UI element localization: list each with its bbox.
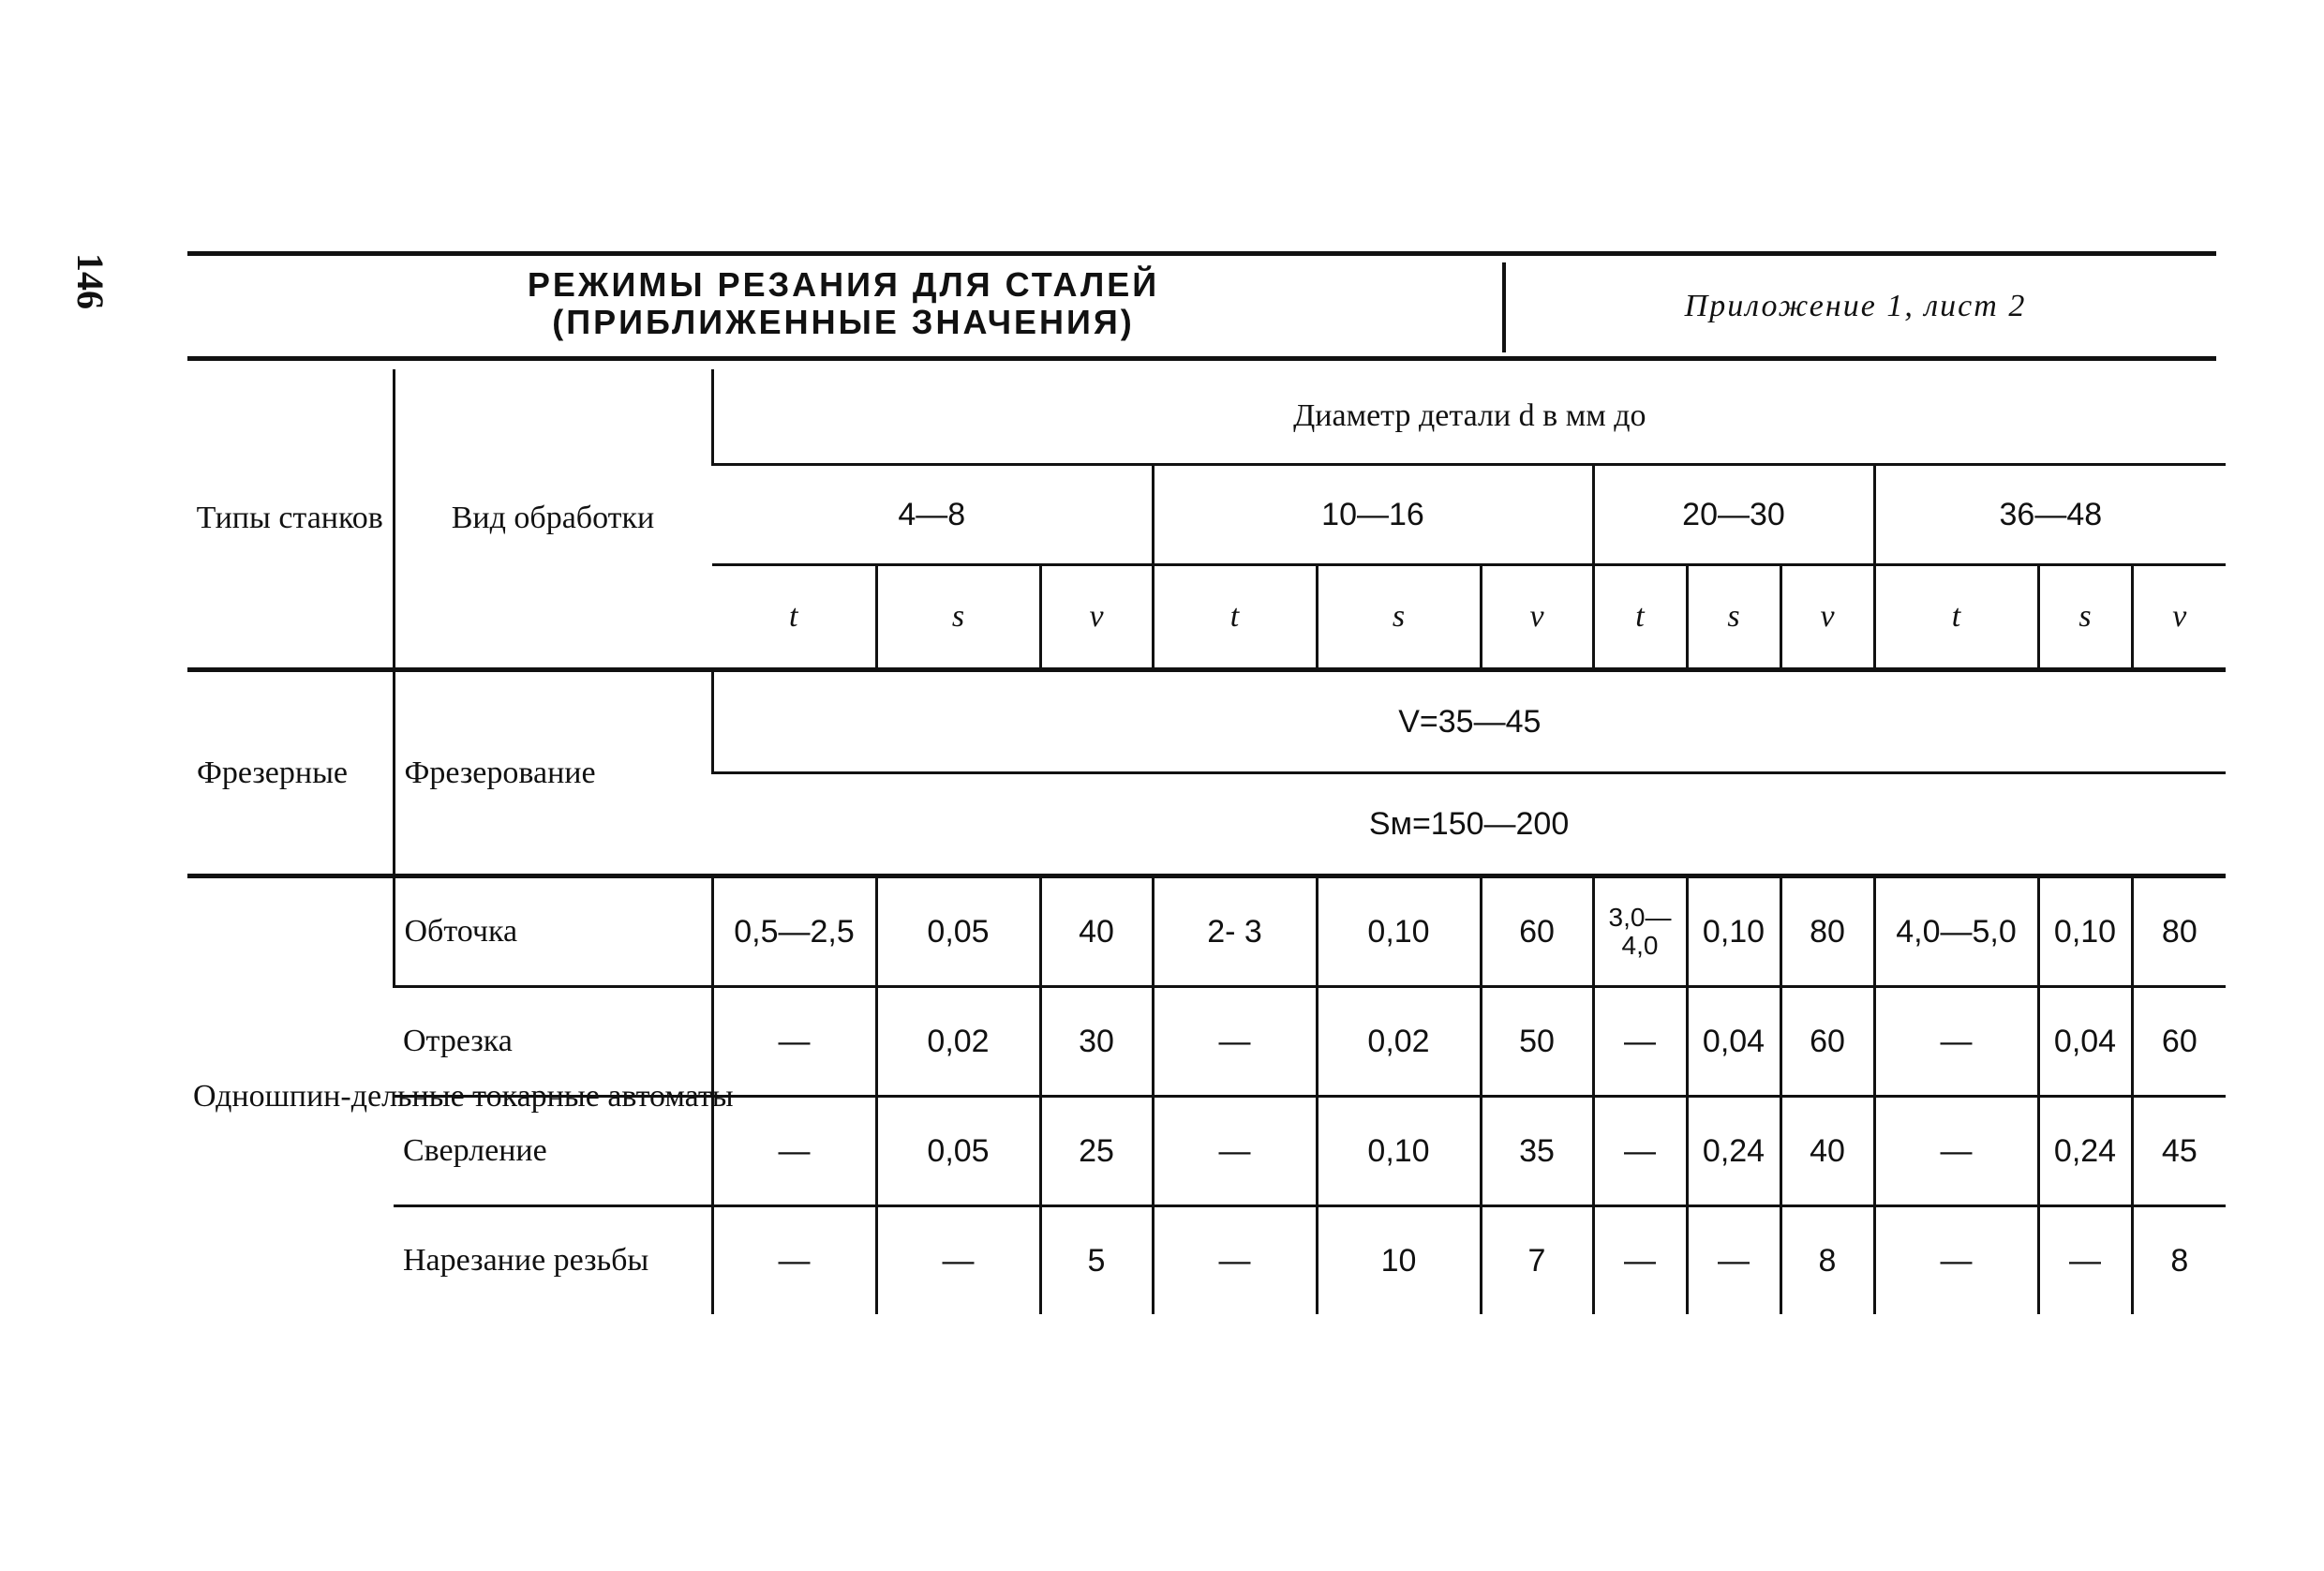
value-cell: 0,10 [1317,876,1481,987]
operation-name: Отрезка [394,987,712,1097]
value-cell: 0,5—2,5 [712,876,876,987]
value-cell: — [712,1097,876,1206]
range-header: 4—8 [712,465,1153,565]
value-cell: 0,04 [1687,987,1780,1097]
appendix-label: Приложение 1, лист 2 [1684,289,2027,323]
value-cell: — [1593,1097,1687,1206]
automats-machine-type: Одношпин-дельные токарные автоматы [187,876,394,1315]
value-cell: — [2038,1206,2132,1315]
value-cell: 35 [1481,1097,1593,1206]
value-cell: 8 [2132,1206,2226,1315]
value-cell: 8 [1780,1206,1874,1315]
param-header: v [1780,565,1874,670]
value-cell: — [1874,987,2038,1097]
value-cell: 45 [2132,1097,2226,1206]
param-header: v [1481,565,1593,670]
value-cell: 0,10 [1687,876,1780,987]
range-header: 36—48 [1874,465,2226,565]
operation-name: Сверление [394,1097,712,1206]
table-title [187,266,1499,341]
value-cell: 5 [1040,1206,1153,1315]
title-separator [1502,262,1506,352]
title-bottom-rule [187,356,2216,361]
value-cell: 0,02 [876,987,1040,1097]
value-cell: — [1153,987,1317,1097]
milling-speed: V=35—45 [712,670,2226,773]
value-cell: — [1593,987,1687,1097]
title-line-2: (ПРИБЛИЖЕННЫЕ ЗНАЧЕНИЯ) [552,303,1135,341]
param-header: s [2038,565,2132,670]
header-row-diameter [187,369,2226,465]
value-cell: 4,0—5,0 [1874,876,2038,987]
operation-name: Нарезание резьбы [394,1206,712,1315]
param-header: t [712,565,876,670]
param-header: t [1153,565,1317,670]
header-machine-types: Типы станков [196,501,383,535]
value-cell: 40 [1780,1097,1874,1206]
value-cell: 0,05 [876,1097,1040,1206]
value-cell: 60 [1780,987,1874,1097]
value-cell: 2- 3 [1153,876,1317,987]
operation-name: Обточка [394,876,712,987]
value-cell: 7 [1481,1206,1593,1315]
param-header: v [2132,565,2226,670]
value-cell: — [1593,1206,1687,1315]
value-cell: — [1687,1206,1780,1315]
value-cell: 30 [1040,987,1153,1097]
param-header: v [1040,565,1153,670]
range-header: 20—30 [1593,465,1874,565]
value-cell: 0,10 [2038,876,2132,987]
param-header: s [1687,565,1780,670]
header-processing-type: Вид обработки [394,369,712,670]
value-cell: — [712,1206,876,1315]
value-cell: 0,24 [1687,1097,1780,1206]
param-header: s [876,565,1040,670]
title-line-1: РЕЖИМЫ РЕЗАНИЯ ДЛЯ СТАЛЕЙ [527,265,1160,304]
milling-machine-type: Фрезерные [187,670,394,876]
value-cell: 0,10 [1317,1097,1481,1206]
header-diameter-caption: Диаметр детали d в мм до [712,369,2226,465]
value-cell: 3,0—4,0 [1593,876,1687,987]
param-header: t [1874,565,2038,670]
value-cell: 25 [1040,1097,1153,1206]
value-cell: 0,24 [2038,1097,2132,1206]
value-cell: 80 [2132,876,2226,987]
value-cell: — [1153,1097,1317,1206]
value-cell: — [1874,1206,2038,1315]
value-cell: 10 [1317,1206,1481,1315]
value-cell: — [712,987,876,1097]
page-number: 146 [69,253,112,309]
value-cell: 40 [1040,876,1153,987]
value-cell: — [1153,1206,1317,1315]
value-cell: 80 [1780,876,1874,987]
value-cell: 0,04 [2038,987,2132,1097]
range-header: 10—16 [1153,465,1593,565]
value-cell: 50 [1481,987,1593,1097]
table-row [187,1206,2226,1315]
value-cell: — [876,1206,1040,1315]
table-row [187,876,2226,987]
value-cell: — [1874,1097,2038,1206]
title-top-rule [187,251,2216,256]
param-header: s [1317,565,1481,670]
value-cell: 60 [2132,987,2226,1097]
milling-feed: Sм=150—200 [712,773,2226,876]
param-header: t [1593,565,1687,670]
value-cell: 60 [1481,876,1593,987]
milling-row-speed [187,670,2226,773]
value-cell: 0,02 [1317,987,1481,1097]
value-cell: 0,05 [876,876,1040,987]
milling-operation: Фрезерование [394,670,712,876]
title-block [187,251,2216,362]
cutting-modes-table [187,369,2226,1314]
